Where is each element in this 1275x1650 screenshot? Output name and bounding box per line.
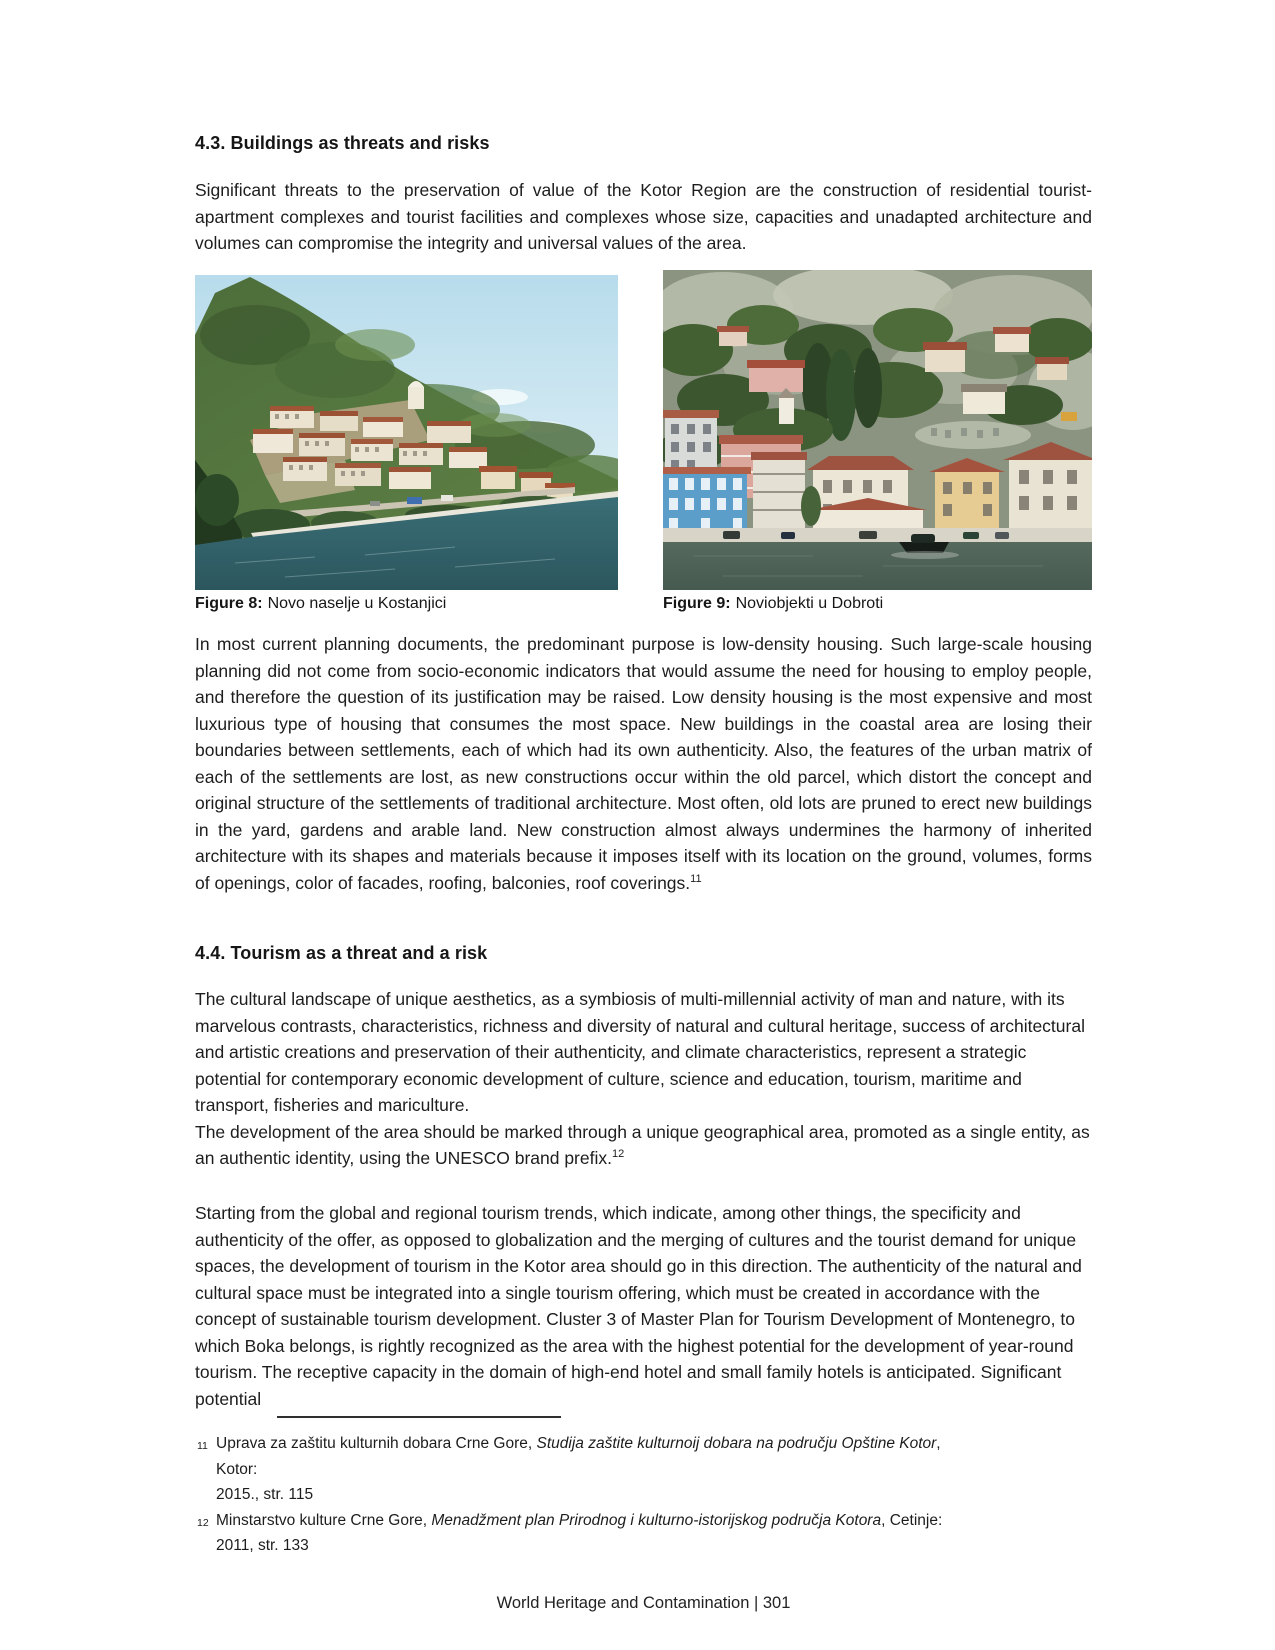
footnotes: [195, 1431, 1092, 1559]
page-footer: World Heritage and Contamination | 301: [496, 1594, 791, 1612]
footnote-separator: [277, 1416, 561, 1418]
section-4-4-paragraph-1a: The cultural landscape of unique aesthetics, as a symbiosis of multi-millennial activity of man and nature, with its marvelous contrasts, characteristics, richness and diversity of natural and cultural heritage, success of architectural and artistic creations and preservation of their authenticity, and climate characteristics, represent a strategic potential for contemporary economic development of culture, science and education, tourism, maritime and transport, fisheries and mariculture.: [195, 989, 1085, 1115]
figure8-caption: [195, 595, 618, 613]
figure8-label: Figure 8:: [195, 595, 263, 612]
footnote-ref-12: 12: [611, 1148, 625, 1161]
figure-8: [195, 275, 618, 613]
section-4-4-paragraph-2: Starting from the global and regional tourism trends, which indicate, among other things, the specificity and authenticity of the offer, as opposed to globalization and the merging of cultures and the tourist demand for unique spaces, the development of tourism in the Kotor area should go in this direction. The authenticity of the natural and cultural space must be integrated into a single tourism offering, which must be created in accordance with the concept of sustainable tourism development. Cluster 3 of Master Plan for Tourism Development of Montenegro, to which Boka belongs, is rightly recognized as the area with the highest potential for the development of year-round tourism. The receptive capacity in the domain of high-end hotel and small family hotels is anticipated. Significant potential: [195, 1203, 1082, 1409]
section-4-3-body-text: In most current planning documents, the predominant purpose is low-density housing. Such large-scale housing planning did not come from socio-economic indicators that would assume the need for housing to employ people, and therefore the question of its justification may be raised. Low density housing is the most expensive and most luxurious type of housing that consumes the most space. New buildings in the coastal area are losing their boundaries between settlements, each of which had its own authenticity. Also, the features of the urban matrix of each of the settlements are lost, as new constructions occur within the old parcel, which distort the concept and original structure of the settlements of traditional architecture. Most often, old lots are pruned to erect new buildings in the yard, gardens and arable land. New construction almost always undermines the harmony of inherited architecture with its shapes and materials because it imposes itself with its location on the ground, volumes, forms of openings, color of facades, roofing, balconies, roof coverings.: [195, 634, 1092, 893]
footnote-12-text: Minstarstvo kulture Crne Gore,: [216, 1511, 432, 1529]
section-4-3-intro-paragraph: Significant threats to the preservation of value of the Kotor Region are the construction of residential tourist-apartment complexes and tourist facilities and complexes whose size, capacities and unadapted architecture and volumes can compromise the integrity and universal values of the area.: [195, 180, 1092, 253]
figure-row: [195, 270, 1092, 613]
figure9-caption: [663, 595, 1092, 613]
figure9-photo-dobrota: [663, 270, 1092, 590]
footnote-12-line2: 2011, str. 133: [216, 1537, 309, 1554]
figure-9: [663, 270, 1092, 613]
section-4-4-heading: 4.4. Tourism as a threat and a risk: [195, 943, 488, 963]
footnote-11-marker: 11: [197, 1440, 208, 1452]
figure8-photo-kostanjica: [195, 275, 618, 590]
section-4-4-paragraph-1b: The development of the area should be marked through a unique geographical area, promoted as a single entity, as an authentic identity, using the UNESCO brand prefix.: [195, 1121, 1090, 1168]
footnote-11-text: Uprava za zaštitu kulturnih dobara Crne Gore,: [216, 1435, 537, 1452]
section-4-4-paragraph-1: [195, 986, 1092, 1172]
footnote-11-after: ,: [936, 1435, 941, 1452]
footnote-12-title: Menadžment plan Prirodnog i kulturno-istorijskog područja Kotora: [431, 1511, 882, 1529]
figure9-label: Figure 9:: [663, 595, 731, 612]
section-4-3-heading: 4.3. Buildings as threats and risks: [195, 133, 490, 153]
footnote-12-marker: 12: [197, 1516, 209, 1529]
footnote-11-line2: Kotor:: [216, 1460, 258, 1478]
promenade: [663, 528, 1092, 544]
footnote-12-after: , Cetinje:: [881, 1511, 943, 1529]
figure8-caption-text: Novo naselje u Kostanjici: [267, 595, 447, 612]
footnote-11-line3: 2015., str. 115: [216, 1486, 314, 1503]
footnote-12: [195, 1508, 1092, 1559]
footnote-ref-11: 11: [690, 872, 702, 885]
section-4-3-body-paragraph: [195, 631, 1092, 896]
figure9-caption-text: Noviobjekti u Dobroti: [735, 595, 884, 612]
footnote-11-title: Studija zaštite kulturnoij dobara na području Opštine Kotor: [536, 1435, 937, 1452]
sea: [663, 534, 1092, 590]
footnote-11: [195, 1431, 1092, 1508]
